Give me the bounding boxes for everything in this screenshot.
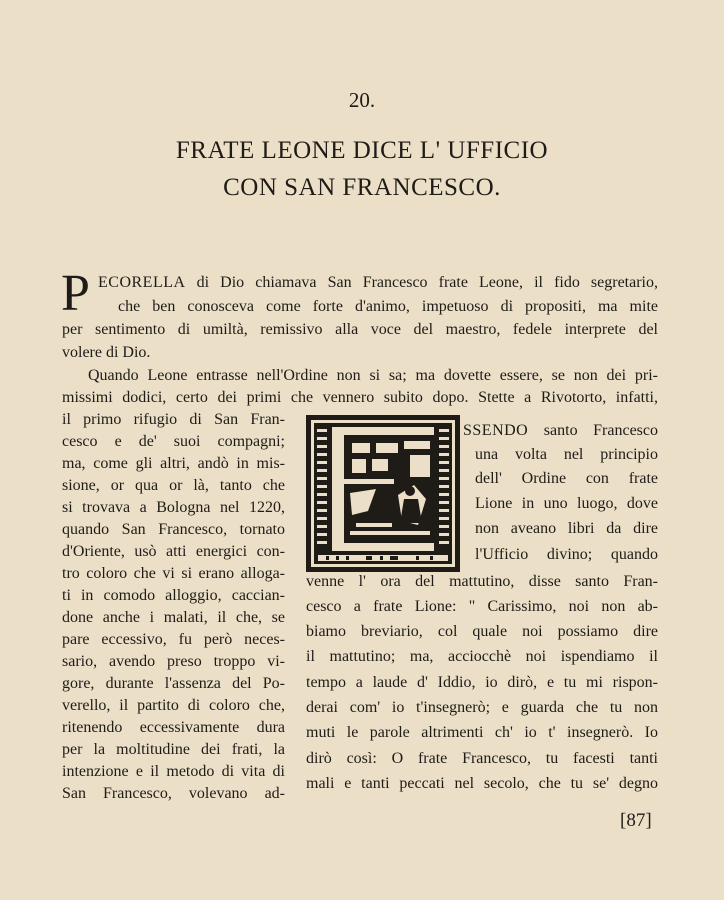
right-column-line: biamo breviario, col quale noi possiamo dire [306, 623, 658, 640]
right-column-line: muti le parole altrimenti ch' io t' insegnerò. Io [306, 724, 658, 741]
smallcaps-word: ECORELLA [98, 274, 186, 291]
drop-cap-initial: P [61, 265, 90, 322]
chapter-title [0, 132, 724, 206]
right-column-line: derai com' io t'insegnerò; e guarda che tu non [306, 699, 658, 716]
left-column-line: tro coloro che vi si erano alloga- [62, 565, 285, 582]
left-column-line: done anche i malati, il che, se [62, 609, 285, 626]
left-column-line: ma, come gli altri, andò in mis- [62, 455, 285, 472]
left-column-line: quando San Francesco, tornato [62, 521, 285, 538]
right-column-line: l'Ufficio divino; quando [475, 546, 658, 563]
left-column-line: cesco e de' suoi compagni; [62, 433, 285, 450]
right-column-line: dell' Ordine con frate [475, 470, 658, 487]
smallcaps-word: SSENDO [463, 422, 529, 439]
chapter-title-line-2: CON SAN FRANCESCO. [223, 174, 501, 201]
right-column-line: una volta nel principio [475, 446, 658, 463]
left-column-line: d'Oriente, usò atti energici con- [62, 543, 285, 560]
right-column-line: tempo a laude d' Iddio, io dirò, e tu mi rispon- [306, 674, 658, 691]
left-column-line: San Francesco, volevano ad- [62, 785, 285, 802]
left-column-line: verello, il partito di coloro che, [62, 697, 285, 714]
paragraph-2-line-2: missimi dodici, certo dei primi che vennero subito dopo. Stette a Rivotorto, infatti, [62, 389, 658, 406]
left-column-line: per la moltitudine dei frati, la [62, 741, 285, 758]
text-fragment: santo Francesco [528, 422, 658, 439]
text-fragment: di Dio chiamava San Francesco frate Leone, il fido segretario, [185, 274, 658, 291]
right-column-line: il mattutino; ma, acciocchè noi ispendiamo il [306, 648, 658, 665]
chapter-title-line-1: FRATE LEONE DICE L' UFFICIO [175, 137, 549, 164]
right-column-line: Lione in uno luogo, dove [475, 495, 658, 512]
left-column-line: si trovava a Bologna nel 1220, [62, 499, 285, 516]
left-column-line: il primo rifugio di San Fran- [62, 411, 285, 428]
chapter-number: 20. [348, 88, 376, 112]
right-column-line [463, 422, 658, 440]
left-column-line: sario, avendo preso troppo vi- [62, 653, 285, 670]
left-column-line: intenzione e il metodo di vita di [62, 763, 285, 780]
paragraph-2-line-1: Quando Leone entrasse nell'Ordine non si sa; ma dovette essere, se non dei pri- [88, 367, 658, 384]
paragraph-1-line-1 [98, 274, 658, 292]
left-column-line: sione, or qua or là, tanto che [62, 477, 285, 494]
woodcut-initial-E-icon [306, 415, 460, 572]
right-column-line: dirò così: O frate Francesco, tu facesti tanti [306, 750, 658, 767]
left-column-line: gore, durante l'assenza del Po- [62, 675, 285, 692]
right-column-line: venne l' ora del mattutino, disse santo Fran- [306, 573, 658, 590]
paragraph-1-line-3: per sentimento di umiltà, remissivo alla voce del maestro, fedele interprete del [62, 321, 658, 338]
page-number: [87] [620, 810, 652, 831]
paragraph-1-line-2: che ben conosceva come forte d'animo, impetuoso di propositi, ma mite [118, 298, 658, 315]
left-column-line: ti in comodo alloggio, caccian- [62, 587, 285, 604]
right-column-line: non aveano libri da dire [475, 520, 658, 537]
left-column-line: ritenendo eccessivamente dura [62, 719, 285, 736]
right-column-line: cesco a frate Lione: " Carissimo, noi non ab- [306, 598, 658, 615]
paragraph-1-line-4: volere di Dio. [62, 344, 151, 361]
right-column-line: mali e tanti peccati nel secolo, che tu se' degno [306, 775, 658, 792]
left-column-line: pare eccessivo, fu però neces- [62, 631, 285, 648]
